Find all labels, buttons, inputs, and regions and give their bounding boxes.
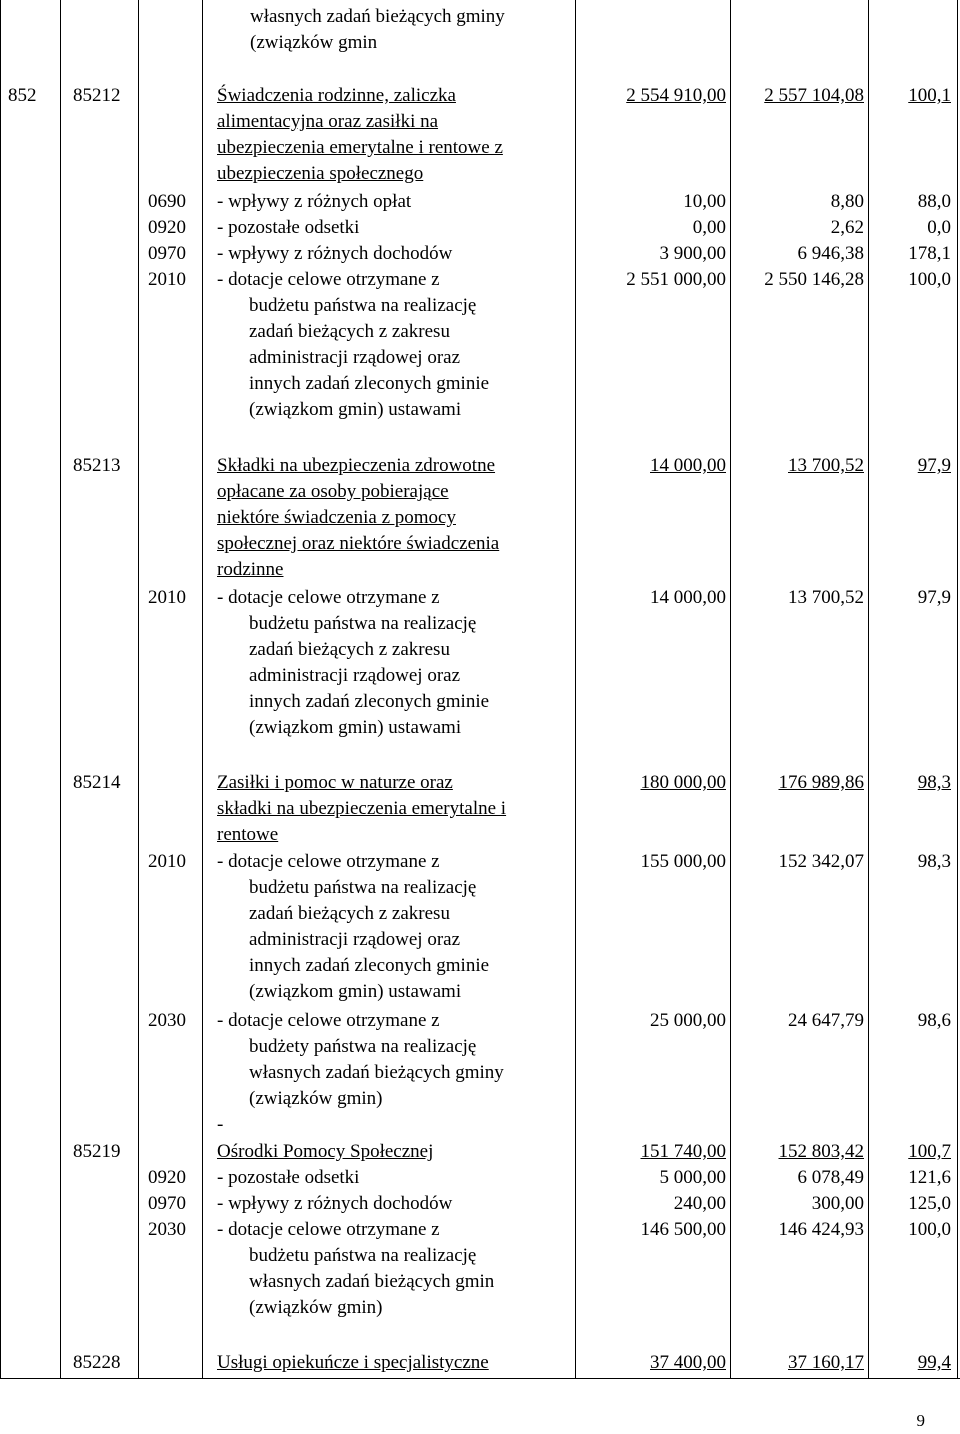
grid-line bbox=[202, 0, 203, 1378]
execution-value: 2 550 146,28 bbox=[764, 269, 864, 290]
item-label-cont: budżetu państwa na realizację bbox=[249, 613, 477, 634]
item-label: - dotacje celowe otrzymane z bbox=[217, 1219, 440, 1240]
paragraph-code: 2030 bbox=[148, 1010, 186, 1031]
plan-value: 0,00 bbox=[692, 217, 726, 238]
item-label-cont: (związkom gmin) ustawami bbox=[249, 399, 462, 420]
plan-value: 10,00 bbox=[683, 191, 726, 212]
percent-value: 125,0 bbox=[908, 1193, 951, 1214]
item-label-cont: budżetu państwa na realizację bbox=[249, 877, 477, 898]
percent-value: 99,4 bbox=[917, 1352, 951, 1373]
plan-value: 37 400,00 bbox=[650, 1352, 726, 1373]
plan-value: 14 000,00 bbox=[650, 455, 726, 476]
plan-value: 146 500,00 bbox=[640, 1219, 726, 1240]
item-label-cont: innych zadań zleconych gminie bbox=[249, 691, 490, 712]
item-label-cont: administracji rządowej oraz bbox=[249, 665, 461, 686]
section-title: Zasiłki i pomoc w naturze oraz bbox=[217, 772, 453, 793]
grid-line bbox=[868, 0, 869, 1378]
grid-line bbox=[0, 0, 1, 1378]
grid-line bbox=[138, 0, 139, 1378]
percent-value: 98,3 bbox=[917, 772, 951, 793]
grid-line bbox=[60, 0, 61, 1378]
paragraph-code: 0920 bbox=[148, 217, 186, 238]
item-label: - wpływy z różnych dochodów bbox=[217, 243, 453, 264]
item-label: - dotacje celowe otrzymane z bbox=[217, 1010, 440, 1031]
rozdzial-code: 85212 bbox=[73, 85, 121, 106]
execution-value: 6 946,38 bbox=[797, 243, 864, 264]
item-label: - dotacje celowe otrzymane z bbox=[217, 851, 440, 872]
continuation-line: (związków gmin bbox=[250, 32, 378, 53]
percent-value: 0,0 bbox=[927, 217, 951, 238]
item-label-cont: (związkom gmin) ustawami bbox=[249, 981, 462, 1002]
item-label-cont: własnych zadań bieżących gmin bbox=[249, 1271, 495, 1292]
execution-value: 152 803,42 bbox=[778, 1141, 864, 1162]
plan-value: 14 000,00 bbox=[650, 587, 726, 608]
execution-value: 2 557 104,08 bbox=[764, 85, 864, 106]
section-title: niektóre świadczenia z pomocy bbox=[217, 507, 456, 528]
item-label: - wpływy z różnych opłat bbox=[217, 191, 412, 212]
grid-line bbox=[575, 0, 576, 1378]
paragraph-code: 0970 bbox=[148, 1193, 186, 1214]
execution-value: 13 700,52 bbox=[788, 455, 864, 476]
plan-value: 240,00 bbox=[673, 1193, 726, 1214]
plan-value: 155 000,00 bbox=[640, 851, 726, 872]
continuation-line: własnych zadań bieżących gminy bbox=[250, 6, 505, 27]
section-title: ubezpieczenia społecznego bbox=[217, 163, 424, 184]
grid-line bbox=[957, 0, 958, 1378]
paragraph-code: 2030 bbox=[148, 1219, 186, 1240]
percent-value: 100,0 bbox=[908, 1219, 951, 1240]
section-title: Usługi opiekuńcze i specjalistyczne bbox=[217, 1352, 489, 1373]
section-title: Świadczenia rodzinne, zaliczka bbox=[217, 85, 456, 106]
item-label-cont: administracji rządowej oraz bbox=[249, 929, 461, 950]
item-label: - pozostałe odsetki bbox=[217, 217, 360, 238]
item-label-cont: innych zadań zleconych gminie bbox=[249, 373, 490, 394]
percent-value: 100,1 bbox=[908, 85, 951, 106]
execution-value: 146 424,93 bbox=[778, 1219, 864, 1240]
rozdzial-code: 85214 bbox=[73, 772, 121, 793]
grid-line bbox=[0, 1378, 960, 1379]
rozdzial-code: 85228 bbox=[73, 1352, 121, 1373]
plan-value: 2 554 910,00 bbox=[626, 85, 726, 106]
item-label-cont: budżetu państwa na realizację bbox=[249, 1245, 477, 1266]
execution-value: 24 647,79 bbox=[788, 1010, 864, 1031]
section-title: Składki na ubezpieczenia zdrowotne bbox=[217, 455, 496, 476]
dzial-code: 852 bbox=[8, 85, 37, 106]
paragraph-code: 2010 bbox=[148, 269, 186, 290]
section-title: rentowe bbox=[217, 824, 279, 845]
plan-value: 3 900,00 bbox=[659, 243, 726, 264]
section-title: ubezpieczenia emerytalne i rentowe z bbox=[217, 137, 503, 158]
item-label: - pozostałe odsetki bbox=[217, 1167, 360, 1188]
section-title: składki na ubezpieczenia emerytalne i bbox=[217, 798, 507, 819]
percent-value: 98,6 bbox=[917, 1010, 951, 1031]
item-label-cont: (związków gmin) bbox=[249, 1088, 383, 1109]
paragraph-code: 0690 bbox=[148, 191, 186, 212]
section-title: alimentacyjna oraz zasiłki na bbox=[217, 111, 439, 132]
plan-value: 5 000,00 bbox=[659, 1167, 726, 1188]
execution-value: 152 342,07 bbox=[778, 851, 864, 872]
item-label-cont: budżety państwa na realizację bbox=[249, 1036, 477, 1057]
percent-value: 98,3 bbox=[917, 851, 951, 872]
execution-value: 13 700,52 bbox=[788, 587, 864, 608]
plan-value: 2 551 000,00 bbox=[626, 269, 726, 290]
execution-value: 176 989,86 bbox=[778, 772, 864, 793]
percent-value: 97,9 bbox=[917, 455, 951, 476]
percent-value: 100,7 bbox=[908, 1141, 951, 1162]
percent-value: 100,0 bbox=[908, 269, 951, 290]
item-label-cont: innych zadań zleconych gminie bbox=[249, 955, 490, 976]
execution-value: 6 078,49 bbox=[797, 1167, 864, 1188]
execution-value: 37 160,17 bbox=[788, 1352, 864, 1373]
plan-value: 180 000,00 bbox=[640, 772, 726, 793]
plan-value: 25 000,00 bbox=[650, 1010, 726, 1031]
item-label-cont: zadań bieżących z zakresu bbox=[249, 639, 450, 660]
plan-value: 151 740,00 bbox=[640, 1141, 726, 1162]
execution-value: 8,80 bbox=[830, 191, 864, 212]
section-title: opłacane za osoby pobierające bbox=[217, 481, 449, 502]
execution-value: 300,00 bbox=[811, 1193, 864, 1214]
item-label-cont: zadań bieżących z zakresu bbox=[249, 321, 450, 342]
paragraph-code: 2010 bbox=[148, 851, 186, 872]
paragraph-code: 2010 bbox=[148, 587, 186, 608]
percent-value: 88,0 bbox=[917, 191, 951, 212]
item-label-cont: budżetu państwa na realizację bbox=[249, 295, 477, 316]
item-label-cont: (związkom gmin) ustawami bbox=[249, 717, 462, 738]
execution-value: 2,62 bbox=[830, 217, 864, 238]
item-label: - dotacje celowe otrzymane z bbox=[217, 269, 440, 290]
dash-mark: - bbox=[217, 1114, 224, 1135]
rozdzial-code: 85213 bbox=[73, 455, 121, 476]
rozdzial-code: 85219 bbox=[73, 1141, 121, 1162]
section-title: społecznej oraz niektóre świadczenia bbox=[217, 533, 500, 554]
percent-value: 97,9 bbox=[917, 587, 951, 608]
item-label-cont: administracji rządowej oraz bbox=[249, 347, 461, 368]
section-title: rodzinne bbox=[217, 559, 284, 580]
percent-value: 178,1 bbox=[908, 243, 951, 264]
page-number: 9 bbox=[916, 1411, 925, 1430]
grid-line bbox=[730, 0, 731, 1378]
item-label-cont: własnych zadań bieżących gminy bbox=[249, 1062, 504, 1083]
item-label: - wpływy z różnych dochodów bbox=[217, 1193, 453, 1214]
item-label: - dotacje celowe otrzymane z bbox=[217, 587, 440, 608]
section-title: Ośrodki Pomocy Społecznej bbox=[217, 1141, 434, 1162]
item-label-cont: zadań bieżących z zakresu bbox=[249, 903, 450, 924]
item-label-cont: (związków gmin) bbox=[249, 1297, 383, 1318]
paragraph-code: 0970 bbox=[148, 243, 186, 264]
paragraph-code: 0920 bbox=[148, 1167, 186, 1188]
percent-value: 121,6 bbox=[908, 1167, 951, 1188]
